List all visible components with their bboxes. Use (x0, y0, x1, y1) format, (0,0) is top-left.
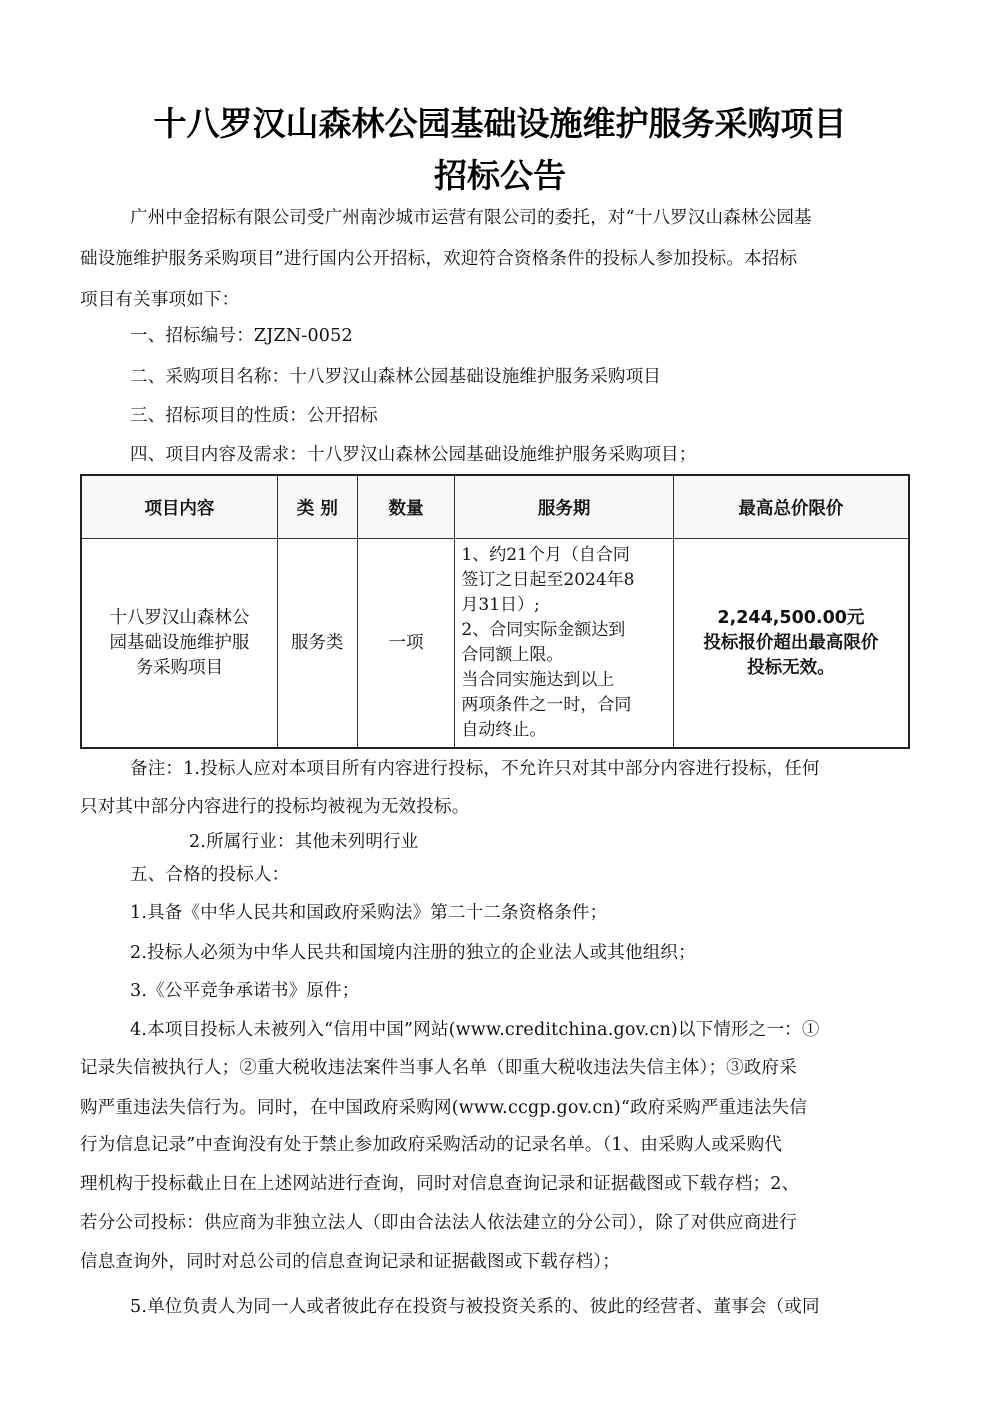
qualification-4-line: 若分公司投标：供应商为非独立法人（即由合法法人依法建立的分公司），除了对供应商进行 (80, 1213, 797, 1233)
cell-content-line: 务采购项目 (135, 657, 224, 678)
intro-line-1: 广州中金招标有限公司受广州南沙城市运营有限公司的委托，对“十八罗汉山森林公园基 (130, 208, 812, 228)
table-row (81, 539, 909, 749)
cell-period-line: 合同额上限。 (461, 645, 564, 665)
cell-period-line: 当合同实施达到以上 (461, 670, 615, 690)
project-name: 二、采购项目名称：十八罗汉山森林公园基础设施维护服务采购项目 (130, 367, 661, 387)
cell-period-line: 2、合同实际金额达到 (461, 620, 626, 640)
intro-line-2: 础设施维护服务采购项目”进行国内公开招标，欢迎符合资格条件的投标人参加投标。本招标 (80, 249, 798, 269)
cell-category: 服务类 (277, 539, 357, 749)
cell-price-line: 投标报价超出最高限价 (703, 632, 879, 653)
cell-price (673, 539, 909, 749)
cell-content-line: 十八罗汉山森林公 (109, 607, 250, 628)
cell-price-line: 投标无效。 (747, 657, 835, 678)
note-line-1: 备注：1.投标人应对本项目所有内容进行投标，不允许只对其中部分内容进行投标，任何 (130, 759, 820, 779)
note-line-3: 2.所属行业：其他未列明行业 (189, 832, 419, 852)
cell-content-line: 园基础设施维护服 (109, 632, 250, 653)
cell-price-line: 2,244,500.00元 (717, 607, 865, 628)
qualification-1: 1.具备《中华人民共和国政府采购法》第二十二条资格条件； (130, 903, 608, 923)
qualification-4-line: 记录失信被执行人；②重大税收违法案件当事人名单（即重大税收违法失信主体）；③政府采 (80, 1058, 797, 1078)
header-price: 最高总价限价 (673, 475, 909, 539)
qualification-2: 2.投标人必须为中华人民共和国境内注册的独立的企业法人或其他组织； (130, 943, 696, 963)
cell-period-line: 两项条件之一时，合同 (461, 695, 632, 715)
header-period: 服务期 (455, 475, 673, 539)
document-title: 十八罗汉山森林公园基础设施维护服务采购项目 (153, 104, 847, 143)
qualification-4-line: 4.本项目投标人未被列入“信用中国”网站(www.creditchina.gov.cn)以下情形之一：① (130, 1020, 820, 1040)
table-header-row (81, 475, 909, 539)
qualified-bidders-heading: 五、合格的投标人： (130, 865, 290, 885)
intro-line-3: 项目有关事项如下： (80, 290, 240, 310)
header-content: 项目内容 (81, 475, 277, 539)
cell-content (81, 539, 277, 749)
header-category: 类 别 (277, 475, 357, 539)
cell-period-line: 自动终止。 (461, 720, 547, 740)
cell-period (455, 539, 673, 749)
cell-period-line: 签订之日起至2024年8 (461, 570, 635, 590)
tender-nature: 三、招标项目的性质：公开招标 (130, 406, 378, 426)
qualification-4-line: 信息查询外，同时对总公司的信息查询记录和证据截图或下载存档）； (80, 1252, 620, 1272)
bid-table (80, 474, 910, 749)
cell-period-line: 1、约21个月（自合同 (461, 545, 630, 565)
cell-quantity: 一项 (357, 539, 455, 749)
cell-period-line: 月31日）; (461, 595, 540, 615)
qualification-3: 3.《公平竞争承诺书》原件； (130, 981, 360, 1001)
qualification-5: 5.单位负责人为同一人或者彼此存在投资与被投资关系的、彼此的经营者、董事会（或同 (130, 1297, 820, 1317)
bid-number: 一、招标编号：ZJZN-0052 (130, 326, 353, 346)
qualification-4-line: 购严重违法失信行为。同时，在中国政府采购网(www.ccgp.gov.cn)“政府采购严重违法失信 (80, 1098, 808, 1118)
note-line-2: 只对其中部分内容进行的投标均被视为无效投标。 (80, 797, 470, 817)
header-quantity: 数量 (357, 475, 455, 539)
document-subtitle: 招标公告 (434, 156, 566, 195)
qualification-4-line: 理机构于投标截止日在上述网站进行查询，同时对信息查询记录和证据截图或下载存档；2、 (80, 1174, 800, 1194)
qualification-4-line: 行为信息记录”中查询没有处于禁止参加政府采购活动的记录名单。（1、由采购人或采购代 (80, 1135, 783, 1155)
project-content: 四、项目内容及需求：十八罗汉山森林公园基础设施维护服务采购项目； (130, 445, 697, 465)
